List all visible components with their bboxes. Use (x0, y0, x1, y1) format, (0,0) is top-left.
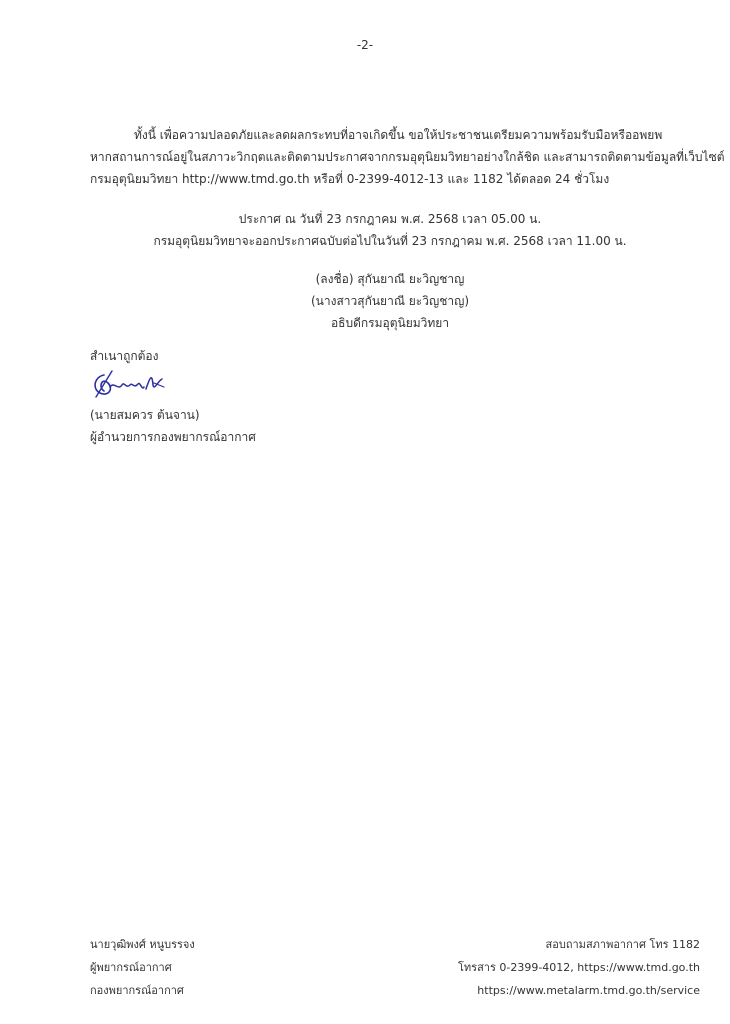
next-announcement: กรมอุตุนิยมวิทยาจะออกประกาศฉบับต่อไปในวันที่ 23 กรกฎาคม พ.ศ. 2568 เวลา 11.00 น. (153, 234, 627, 248)
weather-hotline: สอบถามสภาพอากาศ โทร 1182 (545, 938, 700, 951)
paragraph-line-1: ทั้งนี้ เพื่อความปลอดภัยและลดผลกระทบที่อาจเกิดขึ้น ขอให้ประชาชนเตรียมความพร้อมรับมือหรืออพยพ (134, 128, 663, 142)
footer-forecaster (90, 933, 195, 1002)
forecaster-role: ผู้พยากรณ์อากาศ (90, 961, 172, 974)
certified-copy-label: สำเนาถูกต้อง (90, 349, 159, 363)
announcement-date: ประกาศ ณ วันที่ 23 กรกฎาคม พ.ศ. 2568 เวลา 05.00 น. (238, 212, 542, 226)
paragraph-line-3: กรมอุตุนิยมวิทยา http://www.tmd.go.th หรือที่ 0-2399-4012-13 และ 1182 ได้ตลอด 24 ชั่วโมง (90, 172, 610, 186)
forecaster-name: นายวุฒิพงศ์ หนูบรรจง (90, 938, 195, 951)
fax-website: โทรสาร 0-2399-4012, https://www.tmd.go.th (458, 961, 700, 974)
announcement-block (0, 208, 730, 252)
handwritten-signature (90, 367, 168, 401)
service-url: https://www.metalarm.tmd.go.th/service (477, 984, 700, 997)
signatory-name: (นางสาวสุกันยาณี ยะวิญชาญ) (310, 294, 470, 308)
signatory-title: อธิบดีกรมอุตุนิยมวิทยา (330, 316, 450, 330)
footer-contact (458, 933, 700, 1002)
certifier-position: ผู้อำนวยการกองพยากรณ์อากาศ (90, 430, 256, 444)
body-paragraph (90, 124, 725, 190)
certifier-block (90, 404, 256, 448)
forecaster-division: กองพยากรณ์อากาศ (90, 984, 184, 997)
paragraph-line-2: หากสถานการณ์อยู่ในสภาวะวิกฤตและติดตามประกาศจากกรมอุตุนิยมวิทยาอย่างใกล้ชิด และสามารถติดตามข้อมูลที่เว็บไซต์ (90, 150, 725, 164)
signatory-block (0, 268, 730, 334)
page-number: -2- (356, 38, 374, 52)
certifier-name: (นายสมควร ต้นจาน) (90, 408, 200, 422)
signed-line: (ลงชื่อ) สุกันยาณี ยะวิญชาญ (315, 272, 465, 286)
